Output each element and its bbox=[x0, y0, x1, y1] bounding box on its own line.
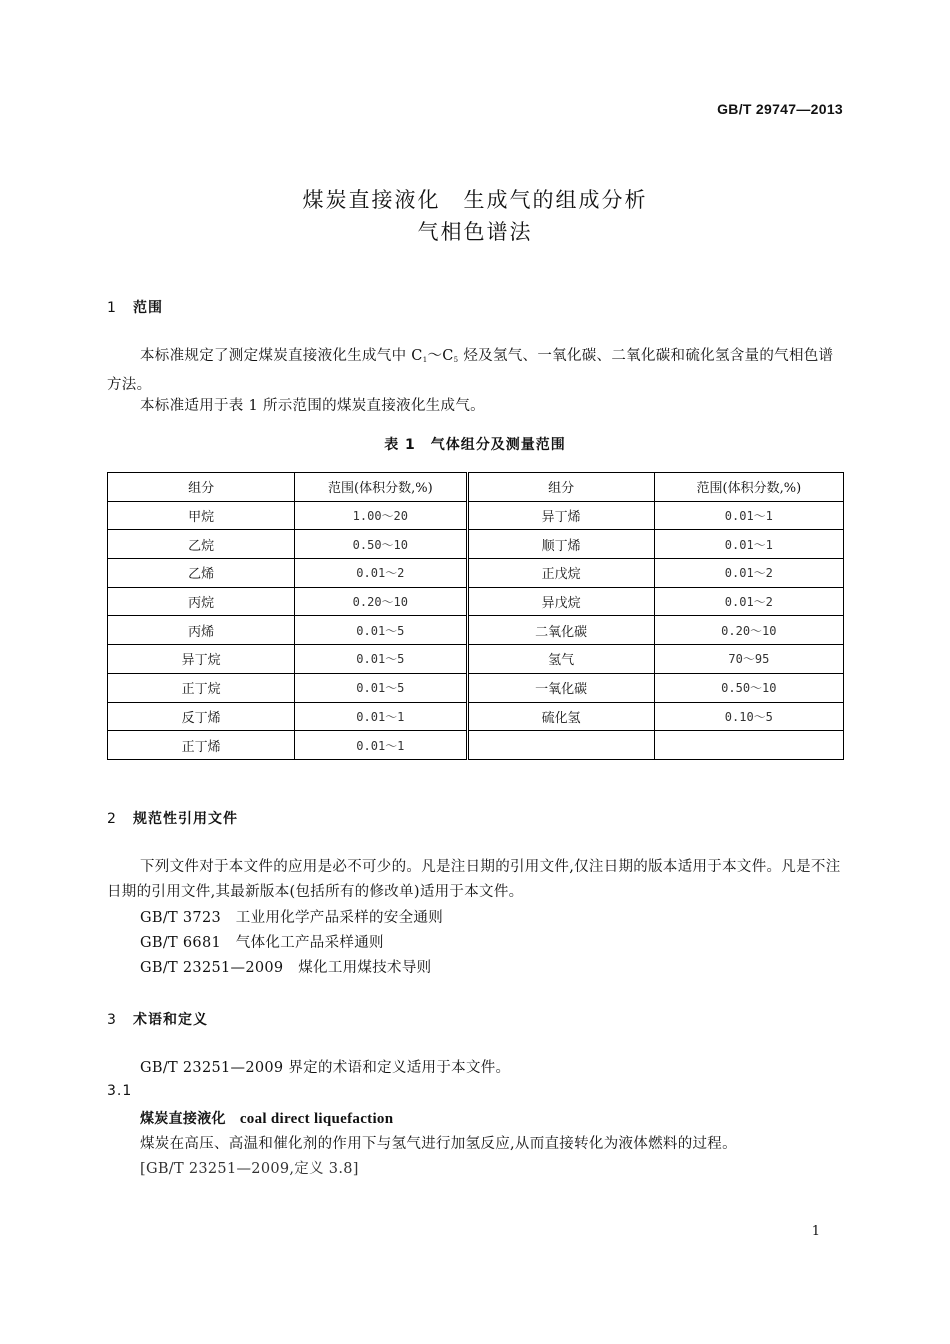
range-cell: 0.01～2 bbox=[654, 559, 843, 588]
range-cell: 0.50～10 bbox=[654, 673, 843, 702]
term-english: coal direct liquefaction bbox=[239, 1111, 394, 1127]
reference-item: GB/T 3723 工业用化学产品采样的安全通则 bbox=[140, 910, 444, 926]
term-entry bbox=[140, 1108, 393, 1128]
term-definition: 煤炭在高压、高温和催化剂的作用下与氢气进行加氢反应,从而直接转化为液体燃料的过程。 bbox=[140, 1136, 737, 1152]
table-row bbox=[108, 501, 844, 530]
component-cell: 正丁烯 bbox=[108, 731, 295, 760]
section-title: 术语和定义 bbox=[133, 1012, 208, 1028]
section-number: 3 bbox=[107, 1012, 117, 1028]
table-row bbox=[108, 731, 844, 760]
table-row bbox=[108, 702, 844, 731]
table-caption: 表 1 气体组分及测量范围 bbox=[384, 437, 566, 453]
table-row bbox=[108, 645, 844, 674]
table-header-row bbox=[108, 473, 844, 502]
reference-item: GB/T 23251—2009 煤化工用煤技术导则 bbox=[140, 960, 432, 976]
section-3-heading bbox=[107, 1009, 208, 1029]
terms-paragraph: GB/T 23251—2009 界定的术语和定义适用于本文件。 bbox=[140, 1060, 511, 1076]
component-cell: 丙烷 bbox=[108, 587, 295, 616]
gas-component-table bbox=[107, 472, 844, 760]
table-header: 范围(体积分数,%) bbox=[295, 473, 467, 502]
section-2-heading bbox=[107, 808, 238, 828]
section-1-heading bbox=[107, 297, 163, 317]
page-number: 1 bbox=[811, 1224, 820, 1239]
section-number: 2 bbox=[107, 811, 117, 827]
range-cell: 0.01～1 bbox=[654, 501, 843, 530]
component-cell: 异丁烷 bbox=[108, 645, 295, 674]
component-cell: 甲烷 bbox=[108, 501, 295, 530]
scope-paragraph: 本标准规定了测定煤炭直接液化生成气中 $C_1\sim C_5$ 烃及氢气、一氧化碳、二氧化碳和硫化氢含量的气相色谱方法。 bbox=[107, 348, 834, 393]
range-cell: 0.01～1 bbox=[295, 702, 467, 731]
component-cell: 二氧化碳 bbox=[467, 616, 654, 645]
term-source: [GB/T 23251—2009,定义 3.8] bbox=[140, 1161, 359, 1177]
table-row bbox=[108, 530, 844, 559]
range-cell: 0.01～2 bbox=[654, 587, 843, 616]
component-cell: 硫化氢 bbox=[467, 702, 654, 731]
section-title: 规范性引用文件 bbox=[133, 811, 238, 827]
table-row bbox=[108, 673, 844, 702]
normative-references-paragraph: 下列文件对于本文件的应用是必不可少的。凡是注日期的引用文件,仅注日期的版本适用于本文件。凡是不注日期的引用文件,其最新版本(包括所有的修改单)适用于本文件。 bbox=[107, 859, 841, 900]
term-name: 煤炭直接液化 bbox=[140, 1111, 226, 1127]
table-header: 范围(体积分数,%) bbox=[654, 473, 843, 502]
document-subtitle: 气相色谱法 bbox=[417, 220, 533, 244]
applicability-paragraph: 本标准适用于表 1 所示范围的煤炭直接液化生成气。 bbox=[140, 398, 485, 414]
table-header: 组分 bbox=[108, 473, 295, 502]
section-title: 范围 bbox=[133, 300, 163, 316]
range-cell: 0.01～5 bbox=[295, 645, 467, 674]
component-cell: 一氧化碳 bbox=[467, 673, 654, 702]
section-number: 1 bbox=[107, 300, 117, 316]
term-number: 3.1 bbox=[107, 1083, 133, 1099]
range-cell: 0.01～1 bbox=[654, 530, 843, 559]
component-cell: 正戊烷 bbox=[467, 559, 654, 588]
table-row bbox=[108, 616, 844, 645]
range-cell: 0.01～1 bbox=[295, 731, 467, 760]
range-cell bbox=[654, 731, 843, 760]
table-row bbox=[108, 559, 844, 588]
component-cell: 乙烯 bbox=[108, 559, 295, 588]
document-title: 煤炭直接液化 生成气的组成分析 bbox=[302, 188, 648, 212]
range-cell: 0.01～5 bbox=[295, 616, 467, 645]
range-cell: 0.10～5 bbox=[654, 702, 843, 731]
component-cell: 异戊烷 bbox=[467, 587, 654, 616]
component-cell: 反丁烯 bbox=[108, 702, 295, 731]
range-cell: 1.00～20 bbox=[295, 501, 467, 530]
table-row bbox=[108, 587, 844, 616]
range-cell: 0.01～5 bbox=[295, 673, 467, 702]
standard-number: GB/T 29747—2013 bbox=[717, 101, 843, 117]
range-cell: 70～95 bbox=[654, 645, 843, 674]
component-cell: 顺丁烯 bbox=[467, 530, 654, 559]
component-cell: 丙烯 bbox=[108, 616, 295, 645]
range-cell: 0.01～2 bbox=[295, 559, 467, 588]
component-cell bbox=[467, 731, 654, 760]
range-cell: 0.20～10 bbox=[295, 587, 467, 616]
table-header: 组分 bbox=[467, 473, 654, 502]
range-cell: 0.20～10 bbox=[654, 616, 843, 645]
component-cell: 正丁烷 bbox=[108, 673, 295, 702]
range-cell: 0.50～10 bbox=[295, 530, 467, 559]
component-cell: 异丁烯 bbox=[467, 501, 654, 530]
component-cell: 氢气 bbox=[467, 645, 654, 674]
component-cell: 乙烷 bbox=[108, 530, 295, 559]
reference-item: GB/T 6681 气体化工产品采样通则 bbox=[140, 935, 384, 951]
